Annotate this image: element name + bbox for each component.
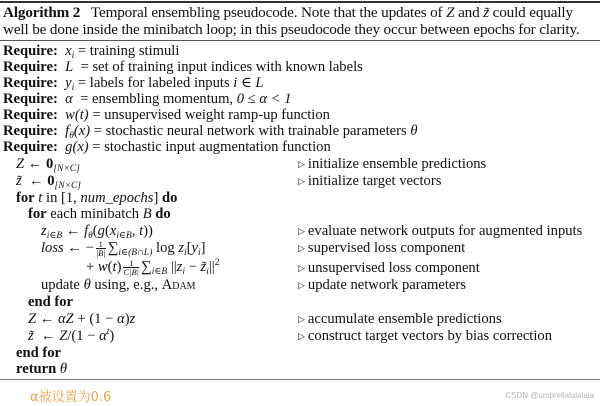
require-text: = stochastic neural network with trainable parameters xyxy=(90,123,411,139)
code-line-update: update θ using, e.g., Adam xyxy=(41,277,196,293)
require-keyword: Require: xyxy=(3,107,58,123)
code-line-accumulate: Z ← αZ + (1 − α)z xyxy=(28,311,136,327)
keyword-end-for: end for xyxy=(28,294,73,310)
require-text: = labels for labeled inputs xyxy=(74,75,234,91)
comment-text: update network parameters xyxy=(307,277,466,293)
require-line xyxy=(3,43,179,59)
require-line xyxy=(3,91,291,107)
comment-triangle-icon: ▷ xyxy=(298,314,305,324)
top-rule xyxy=(0,1,600,3)
require-text: = unsupervised weight ramp-up function xyxy=(88,107,330,123)
math-symbol: α xyxy=(65,91,73,107)
keyword-adam: Adam xyxy=(161,277,196,293)
keyword-in: in xyxy=(46,190,58,206)
code-line-for-minibatch: for each minibatch B do xyxy=(28,206,171,222)
math-sub: i xyxy=(71,51,75,61)
comment-text: unsupervised loss component xyxy=(307,260,480,276)
comment-triangle-icon: ▷ xyxy=(298,280,305,290)
math-symbol-tail: (x) xyxy=(73,123,91,139)
comment xyxy=(298,223,582,239)
require-line xyxy=(3,123,418,139)
comment-text: construct target vectors by bias correction xyxy=(307,328,553,344)
keyword-do: do xyxy=(155,206,171,222)
comment xyxy=(298,328,552,344)
math-symbol: x xyxy=(65,43,72,59)
comment-triangle-icon: ▷ xyxy=(298,226,305,236)
require-line xyxy=(3,107,330,123)
keyword-end-for: end for xyxy=(16,345,61,361)
bottom-rule xyxy=(0,379,600,380)
code-line-bias-correct: z̃ ← $Z/(1 - \alpha^t)$ xyxy=(28,327,115,344)
comment-triangle-icon: ▷ xyxy=(298,176,305,186)
keyword-log: log xyxy=(156,240,175,256)
keyword-update: update xyxy=(41,277,80,293)
code-line-return: return θ xyxy=(16,361,68,377)
comment xyxy=(298,260,480,276)
caption-math-z-tilde: z̃ xyxy=(483,4,489,21)
require-line xyxy=(3,75,264,91)
comment-text: initialize ensemble predictions xyxy=(307,156,487,172)
math-tail: 0 ≤ α < 1 xyxy=(236,91,292,107)
caption-math-Z: Z xyxy=(446,4,455,21)
comment-text: initialize target vectors xyxy=(307,173,442,189)
comment xyxy=(298,173,441,189)
comment-text: evaluate network outputs for augmented inputs xyxy=(307,223,583,239)
comment-triangle-icon: ▷ xyxy=(298,331,305,341)
require-keyword: Require: xyxy=(3,139,58,155)
math-symbol: y xyxy=(65,75,72,91)
comment-triangle-icon: ▷ xyxy=(298,159,305,169)
caption-text: Temporal ensembling pseudocode. Note that the updates of xyxy=(90,4,447,21)
comment-text: accumulate ensemble predictions xyxy=(307,311,502,327)
keyword-each-minibatch: each minibatch xyxy=(50,206,140,222)
comment-text: supervised loss component xyxy=(307,240,466,256)
comment xyxy=(298,277,466,293)
keyword-do: do xyxy=(161,190,178,206)
annotation-note: α被设置为0.6 xyxy=(30,390,112,405)
keyword-using: using, e.g., xyxy=(94,277,159,293)
caption-text: could equally well be done inside the minibatch loop; in this pseudocode they occur between epochs for clarity. xyxy=(3,4,580,38)
comment xyxy=(298,240,465,256)
comment-triangle-icon: ▷ xyxy=(298,243,305,253)
require-text: = stochastic input augmentation function xyxy=(88,139,331,155)
require-keyword: Require: xyxy=(3,123,58,139)
require-keyword: Require: xyxy=(3,91,58,107)
require-text: = set of training input indices with known labels xyxy=(76,59,363,75)
keyword-for: for xyxy=(28,206,47,222)
require-keyword: Require: xyxy=(3,75,58,91)
code-line-loss-unsupervised: + w(t) $\frac{1}{C|B|}$ $\sum_{i\in B}$ $||z_i$ − $z̃_i||^2$ xyxy=(86,258,220,277)
math-symbol: L xyxy=(65,59,74,75)
require-text: = ensembling momentum, xyxy=(76,91,237,107)
require-line xyxy=(3,139,331,155)
keyword-return: return xyxy=(16,361,57,377)
require-line xyxy=(3,59,363,75)
code-line-loss: loss ← − $\frac{1}{|B|}$ $\sum_{i\in(B\cap L)}$ $\log z_i[y_i]$ xyxy=(41,239,206,258)
math-symbol: g(x) xyxy=(65,139,89,155)
require-text: = training stimuli xyxy=(74,43,180,59)
comment-triangle-icon: ▷ xyxy=(298,263,305,273)
algorithm-caption xyxy=(3,4,599,38)
algorithm-label: Algorithm 2 xyxy=(3,4,81,21)
math-symbol: f xyxy=(65,123,70,139)
math-tail: θ xyxy=(410,123,418,139)
math-sub: θ xyxy=(69,131,74,141)
require-keyword: Require: xyxy=(3,43,58,59)
caption-rule xyxy=(0,40,600,41)
comment xyxy=(298,156,486,172)
code-line-end-for-outer xyxy=(16,345,61,361)
code-line-end-for-inner xyxy=(28,294,73,310)
code-line-init-z-tilde: z̃ ← $0_{[N\times C]}$ xyxy=(16,173,82,191)
code-line-evaluate: $z_{i\in B}$ ← $f_\theta(g(x_{i\in B}$, t)) xyxy=(41,223,153,241)
watermark: CSDN @umbrellalalalala xyxy=(505,391,594,400)
keyword-for: for xyxy=(16,190,35,206)
code-line-for-epochs: for t in [1, num_epochs] do xyxy=(16,190,178,206)
require-keyword: Require: xyxy=(3,59,58,75)
math-sub: i xyxy=(71,83,75,93)
code-line-init-Z: Z ← $0_{[N\times C]}$ xyxy=(16,156,80,174)
math-symbol: w(t) xyxy=(65,107,89,123)
comment xyxy=(298,311,502,327)
caption-text: and xyxy=(454,4,484,21)
math-tail: i ∈ L xyxy=(233,75,264,91)
